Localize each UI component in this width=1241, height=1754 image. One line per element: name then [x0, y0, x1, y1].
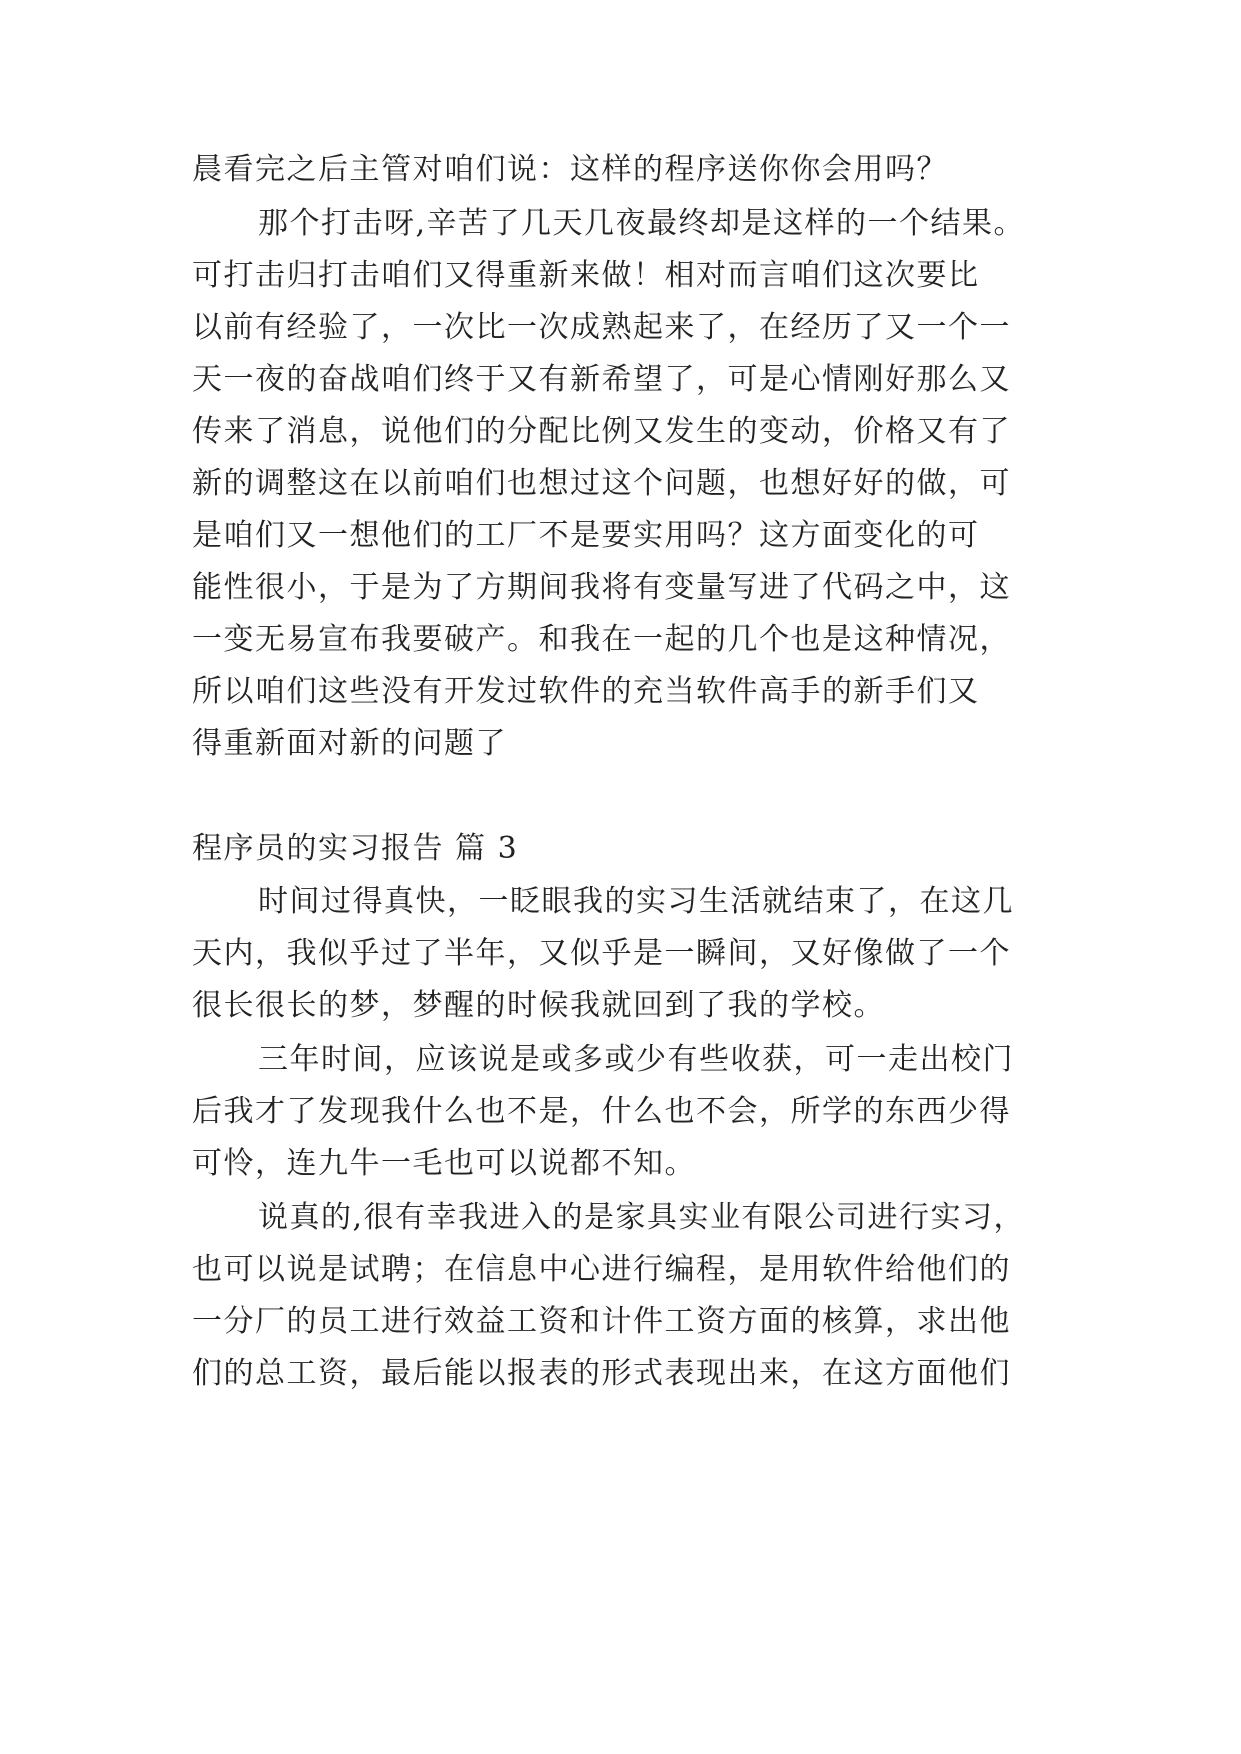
paragraph-line: 能性很小，于是为了方期间我将有变量写进了代码之中，这: [192, 570, 1011, 605]
paragraph-line: 以前有经验了，一次比一次成熟起来了，在经历了又一个一: [192, 310, 1011, 345]
paragraph-line: 传来了消息，说他们的分配比例又发生的变动，价格又有了: [192, 414, 1011, 449]
paragraph-line: 很长很长的梦，梦醒的时候我就回到了我的学校。: [192, 988, 885, 1023]
paragraph-line: 所以咱们这些没有开发过软件的充当软件高手的新手们又: [192, 674, 980, 709]
paragraph-line: 晨看完之后主管对咱们说：这样的程序送你你会用吗？: [192, 152, 948, 187]
paragraph-line: 可打击归打击咱们又得重新来做！相对而言咱们这次要比: [192, 258, 980, 293]
paragraph-line: 是咱们又一想他们的工厂不是要实用吗？这方面变化的可: [192, 518, 980, 553]
paragraph-line: 说真的,很有幸我进入的是家具实业有限公司进行实习，: [258, 1200, 1026, 1235]
paragraph-line: 时间过得真快，一眨眼我的实习生活就结束了，在这几: [258, 884, 1014, 919]
paragraph-line: 三年时间，应该说是或多或少有些收获，可一走出校门: [258, 1042, 1014, 1077]
paragraph-line: 天一夜的奋战咱们终于又有新希望了，可是心情刚好那么又: [192, 362, 1011, 397]
paragraph-line: 们的总工资，最后能以报表的形式表现出来，在这方面他们: [192, 1356, 1011, 1391]
paragraph-line: 可怜，连九牛一毛也可以说都不知。: [192, 1146, 696, 1181]
paragraph-line: 也可以说是试聘；在信息中心进行编程，是用软件给他们的: [192, 1252, 1011, 1287]
paragraph-line: 一变无易宣布我要破产。和我在一起的几个也是这种情况，: [192, 622, 1011, 657]
paragraph-line: 新的调整这在以前咱们也想过这个问题，也想好好的做，可: [192, 466, 1011, 501]
paragraph-line: 天内，我似乎过了半年，又似乎是一瞬间，又好像做了一个: [192, 936, 1011, 971]
section-heading: 程序员的实习报告 篇 3: [192, 831, 519, 866]
paragraph-line: 后我才了发现我什么也不是，什么也不会，所学的东西少得: [192, 1094, 1011, 1129]
paragraph-line: 得重新面对新的问题了: [192, 726, 507, 761]
paragraph-line: 那个打击呀,辛苦了几天几夜最终却是这样的一个结果。: [258, 206, 1026, 241]
paragraph-line: 一分厂的员工进行效益工资和计件工资方面的核算，求出他: [192, 1304, 1011, 1339]
